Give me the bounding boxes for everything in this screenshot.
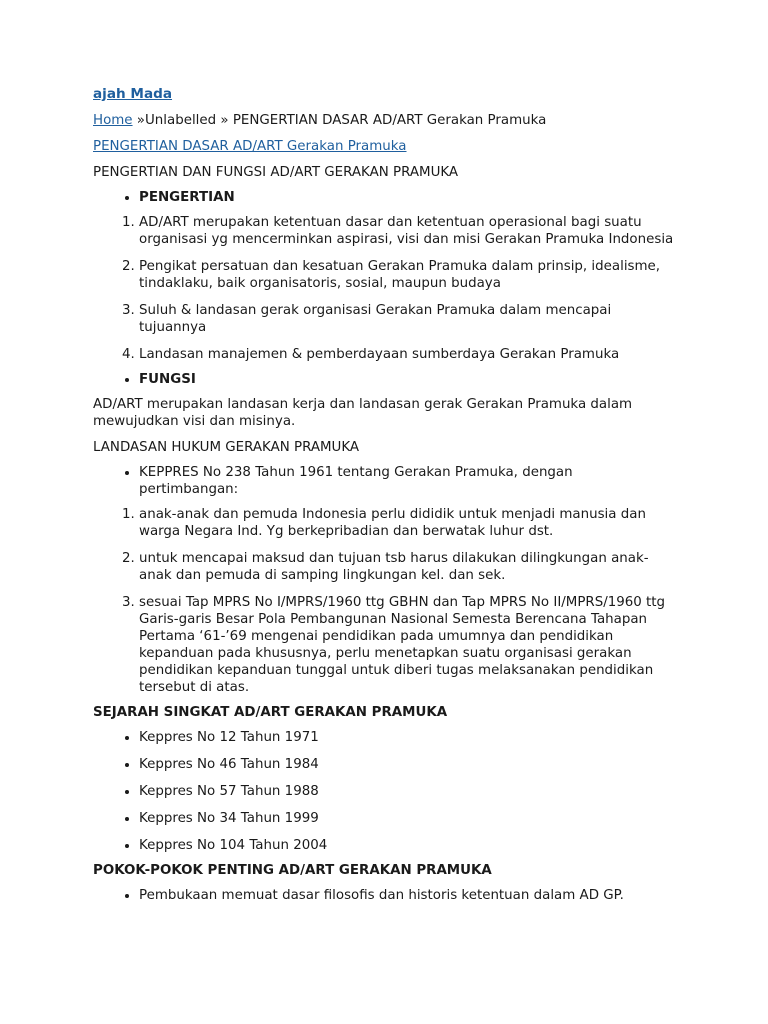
list-item: 3. sesuai Tap MPRS No I/MPRS/1960 ttg GBHN dan Tap MPRS No II/MPRS/1960 ttg Garis-garis Besar Pola Pembangunan Nasional Semesta Berencana Tahapan Pertama ‘61-’69 mengenai pendidikan pada umumnya dan pendidikan kepanduan pada khususnya, perlu menetapkan suatu organisasi gerakan pendidikan kepanduan tunggal untuk diberi tugas melaksanakan pendidikan tersebut di atas. bbox=[139, 594, 676, 696]
list-item: • Pembukaan memuat dasar filosofis dan historis ketentuan dalam AD GP. bbox=[139, 887, 676, 904]
section-heading-pokok-pokok: POKOK-POKOK PENTING AD/ART GERAKAN PRAMUKA bbox=[93, 863, 492, 878]
post-title-link[interactable]: PENGERTIAN DASAR AD/ART Gerakan Pramuka bbox=[93, 139, 407, 154]
list-item: • Keppres No 57 Tahun 1988 bbox=[139, 783, 676, 800]
list-item: 1. AD/ART merupakan ketentuan dasar dan ketentuan operasional bagi suatu organisasi yg mencerminkan aspirasi, visi dan misi Gerakan Pramuka Indonesia bbox=[139, 214, 676, 248]
site-title bbox=[93, 86, 676, 103]
breadcrumb-home-link[interactable]: Home bbox=[93, 113, 133, 128]
landasan-numbered-list bbox=[93, 506, 676, 696]
breadcrumb-separator: » bbox=[216, 113, 233, 128]
list-item: 4. Landasan manajemen & pemberdayaan sumberdaya Gerakan Pramuka bbox=[139, 346, 676, 363]
pengertian-numbered-list bbox=[93, 214, 676, 363]
section-heading-sejarah: SEJARAH SINGKAT AD/ART GERAKAN PRAMUKA bbox=[93, 705, 448, 720]
breadcrumb-current: PENGERTIAN DASAR AD/ART Gerakan Pramuka bbox=[232, 113, 547, 128]
site-title-link[interactable]: ajah Mada bbox=[93, 86, 173, 102]
breadcrumb bbox=[93, 112, 676, 129]
list-item-fungsi-label: • FUNGSI bbox=[139, 371, 676, 388]
fungsi-paragraph: AD/ART merupakan landasan kerja dan landasan gerak Gerakan Pramuka dalam mewujudkan visi dan misinya. bbox=[93, 397, 633, 429]
breadcrumb-separator: » bbox=[132, 113, 145, 128]
post-title bbox=[93, 138, 676, 155]
pokok-bullet-list bbox=[93, 887, 676, 904]
list-item: 2. untuk mencapai maksud dan tujuan tsb harus dilakukan dilingkungan anak-anak dan pemuda di samping lingkungan kel. dan sek. bbox=[139, 550, 676, 584]
list-item: 3. Suluh & landasan gerak organisasi Gerakan Pramuka dalam mencapai tujuannya bbox=[139, 302, 676, 336]
list-item: • Keppres No 104 Tahun 2004 bbox=[139, 837, 676, 854]
sejarah-bullet-list bbox=[93, 729, 676, 854]
fungsi-bullet-list bbox=[93, 371, 676, 388]
list-item: 2. Pengikat persatuan dan kesatuan Gerakan Pramuka dalam prinsip, idealisme, tindaklaku, baik organisatoris, sosial, maupun budaya bbox=[139, 258, 676, 292]
landasan-bullet-list bbox=[93, 464, 676, 498]
list-item: • Keppres No 12 Tahun 1971 bbox=[139, 729, 676, 746]
pengertian-bullet-list bbox=[93, 189, 676, 206]
breadcrumb-category: Unlabelled bbox=[145, 113, 217, 128]
list-item: • Keppres No 34 Tahun 1999 bbox=[139, 810, 676, 827]
list-item: • Keppres No 46 Tahun 1984 bbox=[139, 756, 676, 773]
section-heading-landasan-hukum: LANDASAN HUKUM GERAKAN PRAMUKA bbox=[93, 440, 360, 455]
list-item: 1. anak-anak dan pemuda Indonesia perlu dididik untuk menjadi manusia dan warga Negara Ind. Yg berkepribadian dan berwatak luhur dst. bbox=[139, 506, 676, 540]
list-item-keppres-238: • KEPPRES No 238 Tahun 1961 tentang Gerakan Pramuka, dengan pertimbangan: bbox=[139, 464, 676, 498]
section-heading-pengertian-fungsi: PENGERTIAN DAN FUNGSI AD/ART GERAKAN PRAMUKA bbox=[93, 165, 459, 180]
list-item-pengertian-label: • PENGERTIAN bbox=[139, 189, 676, 206]
